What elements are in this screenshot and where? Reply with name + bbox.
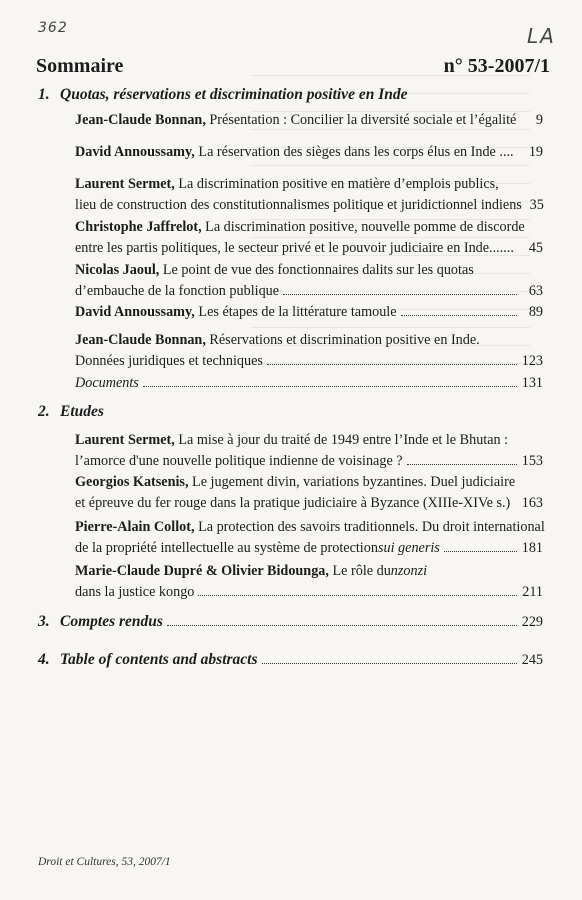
entry-author: Marie-Claude Dupré & Olivier Bidounga, [75, 563, 329, 579]
leader-dots [262, 663, 518, 664]
leader-dots [198, 595, 517, 596]
toc-section-entry[interactable] [38, 651, 543, 669]
section-number: 2. [38, 403, 50, 420]
entry-author: David Annoussamy, [75, 144, 195, 160]
entry-title: La réservation des sièges dans les corps élus en Inde .... [198, 144, 514, 160]
entry-author: Nicolas Jaoul, [75, 262, 160, 278]
entry-page: 63 [528, 283, 543, 299]
toc-entry[interactable] [75, 430, 543, 472]
section-number: 4. [38, 651, 50, 668]
page-title: Sommaire [36, 55, 124, 77]
page-header [36, 55, 550, 78]
toc-entry[interactable] [75, 561, 543, 603]
toc-entry[interactable] [75, 302, 543, 323]
toc-entry[interactable] [75, 260, 543, 302]
toc-entry[interactable] [75, 517, 543, 559]
leader-dots [407, 464, 517, 465]
entry-title-cont: entre les partis politiques, le secteur privé et le pouvoir judiciaire en Inde....... [75, 240, 514, 256]
toc-entry[interactable] [75, 110, 543, 131]
entry-page: 211 [522, 584, 543, 600]
entry-page: 153 [521, 453, 543, 469]
entry-title: La discrimination positive en matière d’emplois publics, [178, 176, 499, 192]
entry-page: 245 [521, 652, 543, 668]
handwritten-page-number: 362 [38, 20, 68, 36]
entry-author: Jean-Claude Bonnan, [75, 332, 206, 348]
section-title: Table of contents and abstracts [60, 651, 258, 668]
toc-entry[interactable] [75, 472, 543, 514]
entry-page: 19 [528, 144, 543, 160]
entry-page: 35 [529, 197, 544, 213]
leader-dots [167, 625, 517, 626]
entry-page: 163 [521, 495, 543, 511]
entry-author: Jean-Claude Bonnan, [75, 112, 206, 128]
entry-author: Christophe Jaffrelot, [75, 219, 202, 235]
section-number: 1. [38, 86, 50, 103]
leader-dots [401, 315, 517, 316]
entry-author: Georgios Katsenis, [75, 474, 189, 490]
section-title: Etudes [60, 403, 104, 420]
section-title: Comptes rendus [60, 613, 163, 630]
leader-dots [267, 364, 517, 365]
entry-title-cont: l’amorce d'une nouvelle politique indienne de voisinage ? [75, 453, 403, 469]
issue-number: n° 53-2007/1 [443, 55, 550, 77]
page-footer: Droit et Cultures, 53, 2007/1 [38, 856, 171, 868]
section-heading [38, 403, 104, 421]
entry-author: Laurent Sermet, [75, 176, 175, 192]
entry-title: La discrimination positive, nouvelle pomme de discorde [205, 219, 525, 235]
entry-page: 45 [528, 240, 543, 256]
handwritten-initials: LA [527, 24, 556, 48]
entry-title-italic: sui generis [377, 540, 440, 556]
entry-title-cont: Données juridiques et techniques [75, 353, 263, 369]
entry-title-cont: de la propriété intellectuelle au système de protection [75, 540, 378, 556]
entry-title: Le jugement divin, variations byzantines. Duel judiciaire [192, 474, 516, 490]
toc-section-entry[interactable] [38, 613, 543, 631]
entry-author: David Annoussamy, [75, 304, 195, 320]
section-title: Quotas, réservations et discrimination positive en Inde [60, 86, 408, 103]
entry-title: Documents [75, 375, 139, 391]
entry-page: 181 [521, 540, 543, 556]
entry-page: 229 [521, 614, 543, 630]
entry-page: 9 [535, 112, 543, 128]
entry-author: Pierre-Alain Collot, [75, 519, 195, 535]
toc-entry[interactable] [75, 217, 543, 259]
toc-entry[interactable] [75, 142, 543, 163]
leader-dots [143, 386, 517, 387]
entry-title: La protection des savoirs traditionnels. Du droit international [198, 519, 545, 535]
entry-page: 131 [521, 375, 543, 391]
entry-title: Le point de vue des fonctionnaires dalits sur les quotas [162, 262, 474, 278]
entry-page: 123 [521, 353, 543, 369]
entry-author: Laurent Sermet, [75, 432, 175, 448]
entry-title: Réservations et discrimination positive en Inde. [209, 332, 480, 348]
leader-dots [444, 551, 517, 552]
entry-title-cont: et épreuve du fer rouge dans la pratique judiciaire à Byzance (XIIIe-XIVe s.) [75, 495, 511, 511]
entry-title-cont: d’embauche de la fonction publique [75, 283, 280, 299]
toc-entry[interactable] [75, 330, 543, 372]
entry-title: Les étapes de la littérature tamoule [198, 304, 397, 320]
entry-page: 89 [528, 304, 543, 320]
section-number: 3. [38, 613, 50, 630]
entry-title-italic: nzonzi [390, 563, 428, 579]
entry-title: La mise à jour du traité de 1949 entre l’Inde et le Bhutan : [178, 432, 509, 448]
leader-dots [283, 294, 517, 295]
toc-entry[interactable] [75, 174, 543, 216]
entry-title: Le rôle du [332, 563, 391, 579]
entry-title-cont: dans la justice kongo [75, 584, 195, 600]
entry-title: Présentation : Concilier la diversité sociale et l’égalité [209, 112, 517, 128]
section-heading [38, 86, 407, 104]
toc-entry[interactable] [75, 373, 543, 394]
entry-title-cont: lieu de construction des constitutionnalismes politique et juridictionnel indiens [75, 197, 522, 213]
